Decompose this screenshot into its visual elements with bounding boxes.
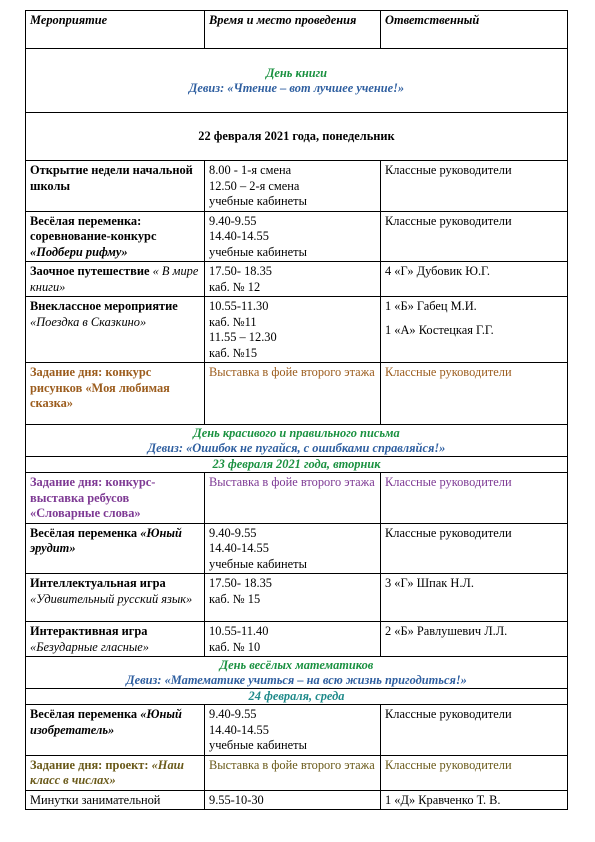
day2-date-row [26, 457, 568, 473]
event-subtitle: «Подбери рифму» [30, 244, 128, 259]
table-row [26, 523, 568, 574]
time-line: 14.40-14.55 [209, 229, 269, 243]
day3-theme: День весёлых математиков [219, 657, 374, 672]
event-subtitle: «Юный изобретатель» [30, 707, 182, 737]
responsible: Классные руководители [381, 755, 568, 790]
event-subtitle: « В мире книги» [30, 264, 199, 294]
responsible: Классные руководители [381, 473, 568, 524]
event-title: Интеллектуальная игра [30, 576, 166, 590]
event-title: Весёлая переменка [30, 525, 138, 540]
time-line: 9.40-9.55 [209, 525, 257, 540]
time-line: 12.50 – 2-я смена [209, 178, 300, 193]
table-row [26, 473, 568, 524]
table-row [26, 705, 568, 756]
day2-theme: День красивого и правильного письма [193, 425, 400, 440]
place-line: каб. № 12 [209, 279, 261, 294]
day2-motto: Девиз: «Ошибок не пугайся, с ошибками справляйся!» [147, 440, 446, 455]
place-line: каб. № 15 [209, 591, 261, 606]
time-line: 17.50- 18.35 [209, 264, 272, 278]
place-line: учебные кабинеты [209, 738, 307, 752]
responsible: 1 «Д» Кравченко Т. В. [381, 790, 568, 810]
table-row [26, 622, 568, 657]
day1-theme: День книги [265, 65, 328, 80]
task-of-day: Задание дня: проект: [30, 757, 149, 772]
time-line: 14.40-14.55 [209, 541, 269, 555]
event-title: Открытие недели начальной школы [30, 163, 193, 193]
responsible: 2 «Б» Равлушевич Л.Л. [381, 622, 568, 657]
day3-motto: Девиз: «Математике учиться – на всю жизнь пригодиться!» [126, 672, 467, 687]
day1-theme-row [26, 49, 568, 113]
responsible: 4 «Г» Дубовик Ю.Г. [381, 262, 568, 297]
event-subtitle: «Поездка в Сказкино» [30, 314, 147, 329]
event-title: Весёлая переменка [30, 707, 138, 721]
event-title: Весёлая переменка: соревнование-конкурс [30, 213, 157, 243]
event-subtitle: «Безударные гласные» [30, 639, 149, 654]
table-row [26, 262, 568, 297]
event-title: Заочное путешествие [30, 264, 150, 278]
place-line: учебные кабинеты [209, 244, 307, 259]
place-line: каб. №15 [209, 345, 258, 360]
table-row [26, 161, 568, 212]
place-line: каб. №11 [209, 314, 257, 329]
event-subtitle: «Юный эрудит» [30, 525, 182, 555]
place: Выставка в фойе второго этажа [205, 363, 381, 425]
header-time-place: Время и место проведения [205, 11, 381, 49]
time-line: 11.55 – 12.30 [209, 330, 277, 344]
place-line: учебные кабинеты [209, 194, 307, 208]
time-line: 8.00 - 1-я смена [209, 163, 292, 177]
time: 9.55-10-30 [205, 790, 381, 810]
responsible: Классные руководители [381, 161, 568, 212]
time-line: 14.40-14.55 [209, 722, 269, 737]
task-of-day: Задание дня: конкурс-выставка ребусов «Словарные слова» [30, 475, 156, 520]
time-line: 10.55-11.30 [209, 299, 269, 313]
day1-date-row [26, 113, 568, 161]
header-responsible: Ответственный [381, 11, 568, 49]
place-line: каб. № 10 [209, 639, 261, 654]
responsible: Классные руководители [381, 363, 568, 425]
place-line: учебные кабинеты [209, 556, 307, 571]
table-row [26, 755, 568, 790]
responsible: Классные руководители [381, 523, 568, 574]
day2-date: 23 февраля 2021 года, вторник [26, 457, 568, 473]
header-event: Мероприятие [26, 11, 205, 49]
table-row [26, 363, 568, 425]
day3-date-row [26, 689, 568, 705]
day1-motto: Девиз: «Чтение – вот лучшее учение!» [188, 80, 405, 95]
responsible: 1 «А» Костецкая Г.Г. [385, 322, 494, 337]
table-row [26, 211, 568, 262]
time-line: 17.50- 18.35 [209, 576, 272, 590]
table-row [26, 790, 568, 810]
day3-date: 24 февраля, среда [26, 689, 568, 705]
schedule-table [25, 10, 568, 810]
event-title: Интерактивная игра [30, 624, 148, 638]
time-line: 9.40-9.55 [209, 213, 257, 228]
table-row [26, 297, 568, 363]
task-of-day: Задание дня: конкурс рисунков «Моя любимая сказка» [30, 365, 170, 410]
responsible: 3 «Г» Шпак Н.Л. [381, 574, 568, 622]
event-title: Внеклассное мероприятие [30, 299, 178, 313]
responsible: Классные руководители [381, 211, 568, 262]
day3-theme-row [26, 657, 568, 689]
time-line: 9.40-9.55 [209, 707, 257, 721]
responsible: Классные руководители [381, 705, 568, 756]
event-title: Минутки занимательной [26, 790, 205, 810]
day1-date: 22 февраля 2021 года, понедельник [26, 113, 568, 161]
time-line: 10.55-11.40 [209, 624, 269, 638]
table-row [26, 574, 568, 622]
table-header-row [26, 11, 568, 49]
event-subtitle: «Наш класс в числах» [30, 757, 184, 787]
place: Выставка в фойе второго этажа [205, 473, 381, 524]
day2-theme-row [26, 425, 568, 457]
place: Выставка в фойе второго этажа [205, 755, 381, 790]
event-subtitle: «Удивительный русский язык» [30, 591, 193, 606]
responsible: 1 «Б» Габец М.И. [385, 299, 477, 313]
